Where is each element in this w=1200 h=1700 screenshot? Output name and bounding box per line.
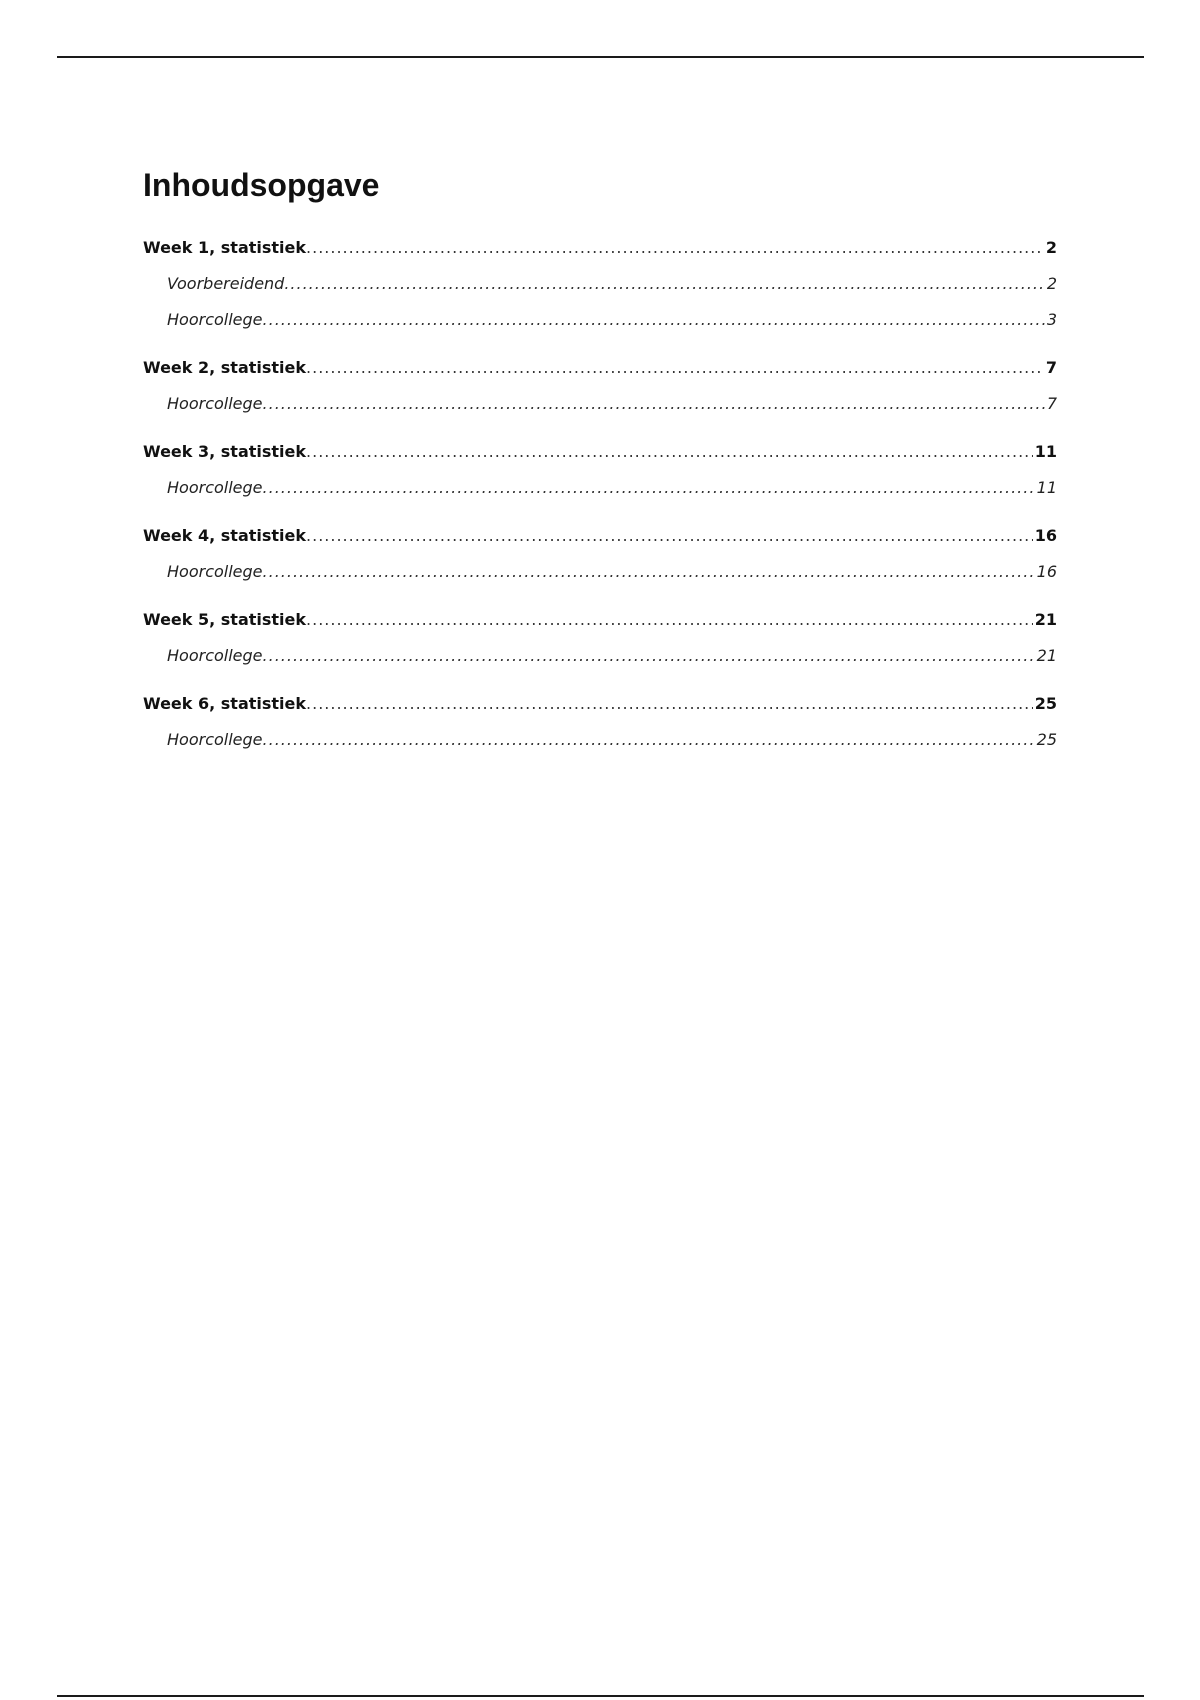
toc-entry-label: Hoorcollege: [167, 394, 263, 413]
toc-entry-label: Hoorcollege: [167, 310, 263, 329]
toc-page-number: 25: [1034, 694, 1057, 713]
toc-entry-label: Week 6, statistiek: [143, 694, 307, 713]
toc-entry-label: Week 2, statistiek: [143, 358, 307, 377]
toc-entry-section[interactable]: [143, 470, 1057, 506]
footer-rule: [57, 1695, 1144, 1697]
toc-dot-leader: [263, 638, 1035, 674]
toc-dot-leader: [306, 686, 1033, 722]
toc-entry-label: Hoorcollege: [167, 478, 263, 497]
toc-entry-section[interactable]: [143, 554, 1057, 590]
toc-entry-section[interactable]: [143, 266, 1057, 302]
toc-dot-leader: [306, 518, 1033, 554]
toc-page-number: 2: [1045, 238, 1057, 257]
table-of-contents: [143, 160, 1057, 758]
toc-entry-label: Voorbereidend: [167, 274, 285, 293]
toc-entry-chapter[interactable]: [143, 434, 1057, 470]
toc-dot-leader: [306, 434, 1033, 470]
toc-entry-label: Hoorcollege: [167, 730, 263, 749]
toc-page-number: 16: [1034, 526, 1057, 545]
toc-page-number: 21: [1034, 610, 1057, 629]
toc-dot-leader: [306, 602, 1033, 638]
toc-page-number: 21: [1036, 646, 1057, 665]
toc-entry-section[interactable]: [143, 386, 1057, 422]
toc-entry-label: Week 4, statistiek: [143, 526, 307, 545]
toc-dot-leader: [284, 266, 1044, 302]
toc-entry-label: Hoorcollege: [167, 646, 263, 665]
toc-entry-chapter[interactable]: [143, 518, 1057, 554]
toc-entry-section[interactable]: [143, 638, 1057, 674]
toc-dot-leader: [263, 554, 1035, 590]
toc-page-number: 11: [1036, 478, 1057, 497]
toc-dot-leader: [306, 350, 1044, 386]
toc-dot-leader: [263, 470, 1035, 506]
toc-title: Inhoudsopgave: [143, 167, 380, 203]
toc-dot-leader: [263, 386, 1045, 422]
toc-entry-label: Week 5, statistiek: [143, 610, 307, 629]
toc-page-number: 25: [1036, 730, 1057, 749]
toc-entry-section[interactable]: [143, 722, 1057, 758]
toc-page-number: 2: [1046, 274, 1057, 293]
toc-entry-label: Hoorcollege: [167, 562, 263, 581]
toc-dot-leader: [263, 722, 1035, 758]
toc-page-number: 7: [1046, 394, 1057, 413]
toc-entry-chapter[interactable]: [143, 350, 1057, 386]
toc-page-number: 11: [1034, 442, 1057, 461]
toc-list: [143, 230, 1057, 758]
toc-dot-leader: [263, 302, 1045, 338]
toc-entry-label: Week 3, statistiek: [143, 442, 307, 461]
toc-dot-leader: [306, 230, 1044, 266]
toc-entry-label: Week 1, statistiek: [143, 238, 307, 257]
header-rule: [57, 56, 1144, 58]
toc-entry-chapter[interactable]: [143, 230, 1057, 266]
toc-page-number: 7: [1045, 358, 1057, 377]
toc-page-number: 16: [1036, 562, 1057, 581]
toc-entry-section[interactable]: [143, 302, 1057, 338]
toc-entry-chapter[interactable]: [143, 686, 1057, 722]
toc-page-number: 3: [1046, 310, 1057, 329]
toc-entry-chapter[interactable]: [143, 602, 1057, 638]
